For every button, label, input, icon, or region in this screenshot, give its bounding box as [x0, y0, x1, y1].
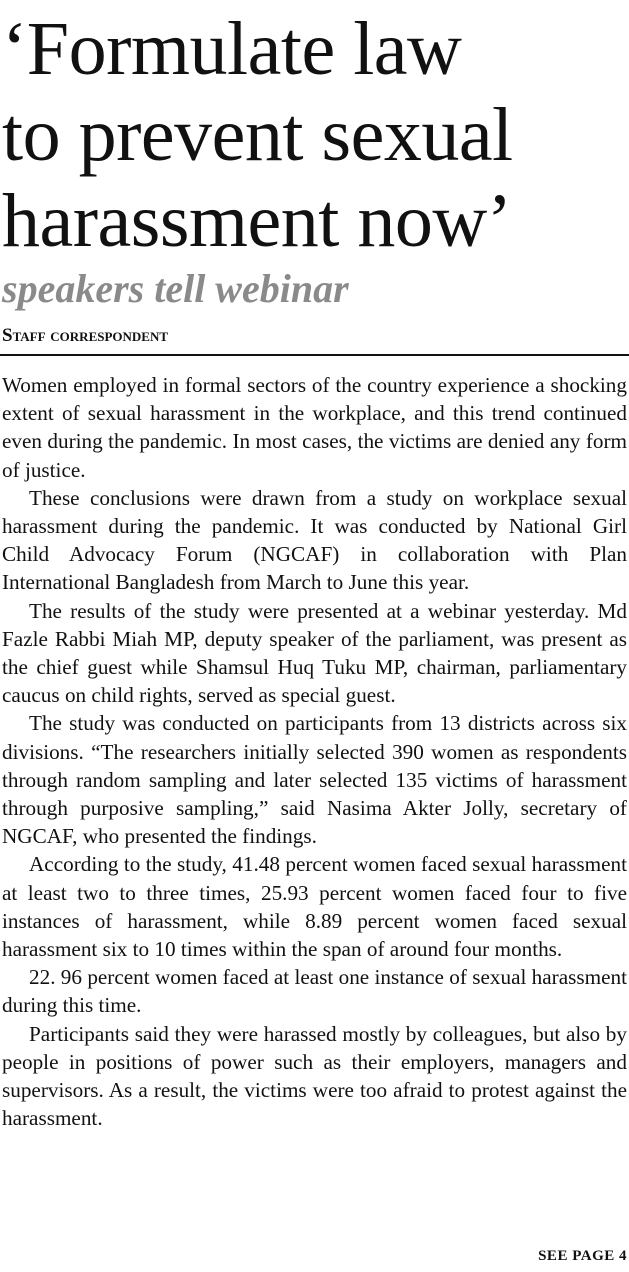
article-paragraph: Women employed in formal sectors of the country experience a shocking extent of sexual harassment in the workplace, and this trend continued even during the pandemic. In most cases, the victims are denied any form of justice.	[2, 373, 627, 482]
divider-rule	[0, 354, 629, 356]
subheadline: speakers tell webinar	[2, 266, 349, 311]
continuation-note: SEE PAGE 4	[538, 1248, 627, 1264]
headline-line: ‘Formulate law	[2, 7, 462, 91]
article-paragraph: These conclusions were drawn from a study on workplace sexual harassment during the pandemic. It was conducted by National Girl Child Advocacy Forum (NGCAF) in collaboration with Plan International Bangladesh from March to June this year.	[2, 485, 627, 595]
article-paragraph: According to the study, 41.48 percent women faced sexual harassment at least two to three times, 25.93 percent women faced four to five instances of harassment, while 8.89 percent women faced sexual harassment six to 10 times within the span of around four months.	[2, 852, 627, 962]
article-body	[2, 371, 627, 1132]
headline-line: harassment now’	[2, 179, 512, 263]
headline	[2, 6, 627, 264]
byline: Staff correspondent	[2, 325, 169, 346]
headline-line: to prevent sexual	[2, 93, 513, 177]
article-paragraph: Participants said they were harassed mostly by colleagues, but also by people in positions of power such as their employers, managers and supervisors. As a result, the victims were too afraid to protest against the harassment.	[2, 1021, 627, 1131]
article-paragraph: 22. 96 percent women faced at least one instance of sexual harassment during this time.	[2, 965, 627, 1018]
article-paragraph: The results of the study were presented at a webinar yesterday. Md Fazle Rabbi Miah MP, deputy speaker of the parliament, was present as the chief guest while Shamsul Huq Tuku MP, chairman, parliamentary caucus on child rights, served as special guest.	[2, 598, 627, 708]
article-paragraph: The study was conducted on participants from 13 districts across six divisions. “The researchers initially selected 390 women as respondents through random sampling and later selected 135 victims of harassment through purposive sampling,” said Nasima Akter Jolly, secretary of NGCAF, who presented the findings.	[2, 711, 627, 849]
